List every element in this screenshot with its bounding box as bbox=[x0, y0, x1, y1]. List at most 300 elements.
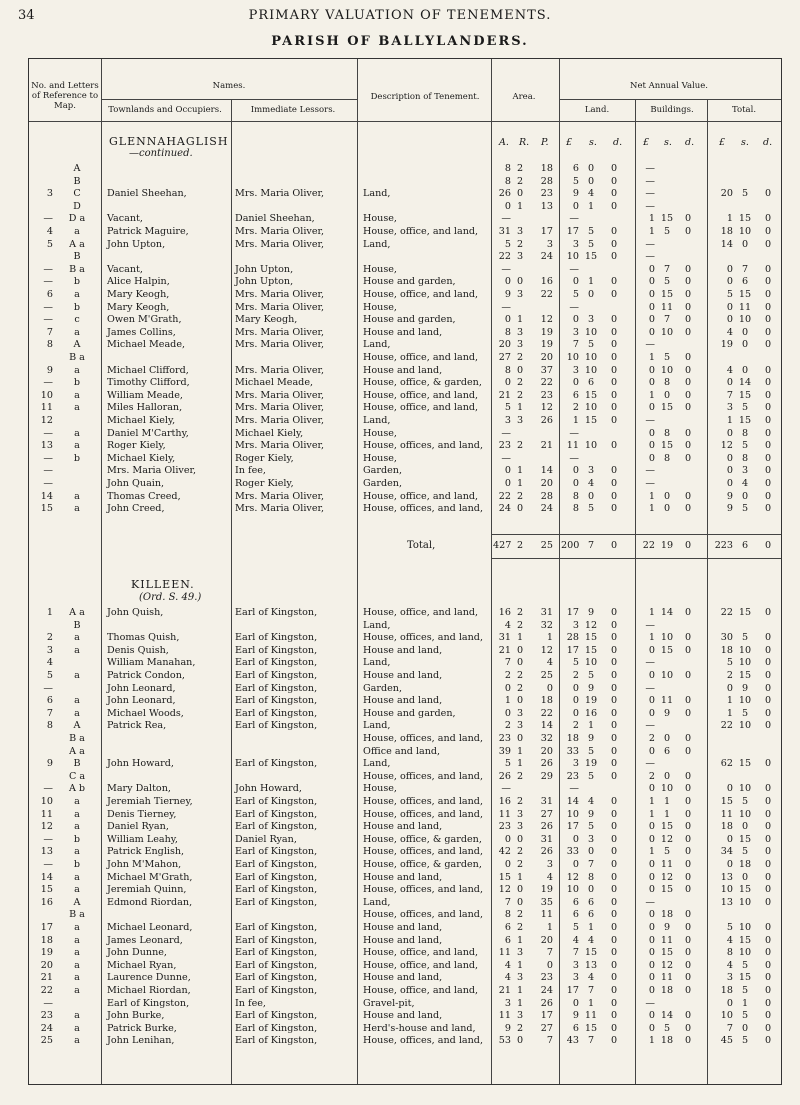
cell: 0 bbox=[684, 808, 692, 820]
cell: 0 bbox=[726, 783, 733, 795]
cell: 0 bbox=[572, 276, 579, 288]
cell: 0 bbox=[764, 364, 772, 376]
cell: B bbox=[73, 758, 81, 770]
cell: 6 bbox=[572, 163, 579, 174]
cell: House, offices, and land, bbox=[363, 884, 484, 896]
table-row bbox=[29, 503, 781, 516]
cell: 12 bbox=[540, 644, 553, 656]
cell: 8 bbox=[587, 871, 595, 883]
cell: 19 bbox=[540, 884, 553, 896]
cell: Mrs. Maria Oliver, bbox=[235, 339, 325, 351]
cell: 0 bbox=[572, 707, 579, 719]
unit-bld-pence: d. bbox=[685, 137, 695, 148]
cell: 0 bbox=[610, 238, 618, 250]
cell: 5 bbox=[572, 922, 579, 933]
cell: — bbox=[645, 238, 655, 250]
cell: 0 bbox=[504, 682, 511, 694]
cell: 0 bbox=[684, 733, 692, 744]
cell: 0 bbox=[546, 959, 553, 971]
cell: b bbox=[73, 452, 81, 464]
cell: 10 bbox=[660, 632, 674, 644]
cell: 5 bbox=[663, 226, 671, 237]
cell: 5 bbox=[741, 402, 749, 414]
cell: 1 bbox=[648, 1035, 655, 1047]
cell: 7 bbox=[546, 947, 553, 959]
cell: 0 bbox=[764, 402, 772, 414]
cell: Land, bbox=[363, 188, 391, 200]
cell: 19 bbox=[584, 695, 598, 707]
table-row bbox=[29, 783, 781, 796]
cell: 15 bbox=[660, 213, 674, 225]
cell: 0 bbox=[572, 859, 579, 870]
cell: 0 bbox=[610, 745, 618, 757]
cell: 0 bbox=[610, 909, 618, 921]
cell: 0 bbox=[610, 657, 618, 669]
cell: 0 bbox=[572, 695, 579, 707]
cell: 18 bbox=[40, 934, 53, 946]
cell: — bbox=[569, 452, 579, 464]
total-cell: 19 bbox=[660, 540, 674, 551]
cell: 5 bbox=[572, 289, 579, 300]
cell: a bbox=[74, 670, 80, 681]
cell: 5 bbox=[663, 846, 671, 858]
cell: Gravel-pit, bbox=[363, 997, 415, 1009]
cell: 11 bbox=[40, 808, 53, 820]
cell: 0 bbox=[764, 720, 772, 732]
cell: 0 bbox=[648, 972, 655, 984]
cell: 22 bbox=[540, 707, 553, 719]
parish-title: PARISH OF BALLYLANDERS. bbox=[271, 34, 529, 49]
cell: — bbox=[43, 682, 53, 694]
page-number: 34 bbox=[18, 8, 35, 23]
cell: 0 bbox=[684, 745, 692, 757]
cell: 28 bbox=[566, 632, 579, 644]
cell: 0 bbox=[684, 427, 692, 439]
table-row bbox=[29, 465, 781, 478]
cell: 0 bbox=[648, 922, 655, 933]
cell: 15 bbox=[738, 213, 752, 225]
table-row bbox=[29, 1035, 781, 1048]
cell: 0 bbox=[726, 478, 733, 489]
cell: 5 bbox=[504, 402, 511, 414]
cell: 0 bbox=[764, 871, 772, 883]
cell: 0 bbox=[684, 1010, 692, 1022]
cell: 15 bbox=[738, 289, 752, 300]
unit-roods: R. bbox=[519, 137, 530, 148]
cell: 15 bbox=[584, 1022, 598, 1034]
cell: 0 bbox=[684, 301, 692, 313]
cell: Earl of Kingston, bbox=[235, 896, 318, 908]
cell: Mary Dalton, bbox=[107, 783, 171, 795]
cell: 9 bbox=[46, 758, 53, 770]
section-title-glennahaglish: GLENNAHAGLISH bbox=[109, 135, 229, 148]
cell: 0 bbox=[684, 452, 692, 464]
cell: 11 bbox=[660, 695, 674, 707]
cell: 0 bbox=[684, 644, 692, 656]
total-cell: 2 bbox=[516, 540, 524, 551]
cell: 0 bbox=[610, 364, 618, 376]
cell: 25 bbox=[540, 670, 553, 681]
cell: 0 bbox=[648, 263, 655, 275]
table-row bbox=[29, 859, 781, 872]
cell: 0 bbox=[610, 503, 618, 515]
cell: John M'Mahon, bbox=[107, 859, 182, 870]
cell: 23 bbox=[540, 389, 553, 401]
cell: a bbox=[74, 632, 80, 644]
table-row bbox=[29, 226, 781, 239]
cell: 0 bbox=[610, 377, 618, 389]
cell: 5 bbox=[741, 707, 749, 719]
table-row bbox=[29, 264, 781, 277]
cell: 21 bbox=[40, 972, 53, 984]
cell: 3 bbox=[587, 833, 595, 845]
cell: 1 bbox=[516, 478, 524, 489]
cell: 18 bbox=[540, 695, 553, 707]
cell: 7 bbox=[726, 389, 733, 401]
cell: 3 bbox=[516, 339, 524, 351]
cell: 19 bbox=[540, 339, 553, 351]
cell: B a bbox=[69, 352, 85, 363]
cell: 0 bbox=[684, 607, 692, 618]
cell: 0 bbox=[572, 833, 579, 845]
cell: 4 bbox=[726, 934, 733, 946]
table-row bbox=[29, 998, 781, 1011]
cell: 5 bbox=[741, 985, 749, 996]
cell: 6 bbox=[504, 922, 511, 933]
cell: House, office, and land, bbox=[363, 607, 479, 618]
cell: b bbox=[73, 833, 81, 845]
cell: 2 bbox=[516, 846, 524, 858]
cell: 11 bbox=[498, 947, 511, 959]
cell: 3 bbox=[572, 364, 579, 376]
cell: Earl of Kingston, bbox=[235, 607, 318, 618]
cell: 9 bbox=[663, 922, 671, 933]
cell: 22 bbox=[720, 720, 733, 732]
cell: — bbox=[43, 997, 53, 1009]
cell: 12 bbox=[584, 619, 598, 631]
cell: 10 bbox=[720, 884, 733, 896]
cell: 1 bbox=[504, 695, 511, 707]
cell: 1 bbox=[648, 808, 655, 820]
cell: Earl of Kingston, bbox=[235, 985, 318, 996]
cell: — bbox=[645, 163, 655, 174]
cell: 5 bbox=[46, 670, 53, 681]
cell: — bbox=[645, 682, 655, 694]
cell: 15 bbox=[660, 884, 674, 896]
cell: 1 bbox=[546, 922, 553, 933]
cell: 13 bbox=[720, 896, 733, 908]
cell: 0 bbox=[684, 326, 692, 338]
cell: Earl of Kingston, bbox=[235, 859, 318, 870]
cell: a bbox=[74, 364, 80, 376]
cell: 3 bbox=[572, 972, 579, 984]
cell: 43 bbox=[566, 1035, 579, 1047]
cell: 1 bbox=[741, 997, 749, 1009]
cell: 3 bbox=[516, 415, 524, 426]
cell: 29 bbox=[540, 770, 553, 782]
cell: Miles Halloran, bbox=[107, 402, 183, 414]
cell: Mrs. Maria Oliver, bbox=[235, 415, 325, 426]
cell: — bbox=[569, 783, 579, 795]
col-description-header: Description of Tenement. bbox=[370, 92, 480, 102]
cell: 0 bbox=[684, 402, 692, 414]
cell: 27 bbox=[498, 352, 511, 363]
cell: a bbox=[74, 846, 80, 858]
cell: 0 bbox=[764, 377, 772, 389]
cell: 12 bbox=[720, 440, 733, 452]
cell: 7 bbox=[504, 896, 511, 908]
cell: C a bbox=[68, 770, 86, 782]
cell: 19 bbox=[720, 339, 733, 351]
cell: 0 bbox=[764, 503, 772, 515]
section-subtitle-glennahaglish: —continued. bbox=[129, 148, 193, 159]
cell: 15 bbox=[660, 402, 674, 414]
cell: B bbox=[73, 251, 81, 263]
cell: In fee, bbox=[235, 465, 266, 477]
cell: 16 bbox=[40, 896, 53, 908]
cell: 3 bbox=[741, 465, 749, 477]
cell: A bbox=[73, 163, 81, 174]
cell: 7 bbox=[504, 657, 511, 669]
table-row bbox=[29, 390, 781, 403]
cell: 0 bbox=[684, 707, 692, 719]
cell: 3 bbox=[516, 720, 524, 732]
cell: — bbox=[43, 465, 53, 477]
cell: 0 bbox=[648, 1010, 655, 1022]
cell: 7 bbox=[741, 263, 749, 275]
cell: 0 bbox=[764, 758, 772, 770]
cell: 6 bbox=[587, 377, 595, 389]
cell: 10 bbox=[738, 808, 752, 820]
cell: 0 bbox=[764, 465, 772, 477]
cell: 0 bbox=[684, 632, 692, 644]
cell: 1 bbox=[726, 695, 733, 707]
cell: 17 bbox=[566, 607, 579, 618]
cell: 11 bbox=[660, 934, 674, 946]
cell: 0 bbox=[684, 796, 692, 807]
cell: House and garden, bbox=[363, 707, 456, 719]
table-row bbox=[29, 314, 781, 327]
cell: 1 bbox=[648, 490, 655, 502]
cell: House and land, bbox=[363, 821, 443, 833]
cell: 7 bbox=[46, 707, 53, 719]
table-row bbox=[29, 796, 781, 809]
cell: 5 bbox=[663, 352, 671, 363]
cell: House, office, and land, bbox=[363, 352, 479, 363]
cell: Patrick Maguire, bbox=[107, 226, 189, 237]
table-row bbox=[29, 377, 781, 390]
cell: 0 bbox=[610, 188, 618, 200]
cell: 8 bbox=[504, 326, 511, 338]
total-label: Total, bbox=[407, 540, 436, 551]
cell: 2 bbox=[516, 922, 524, 933]
cell: Earl of Kingston, bbox=[235, 682, 318, 694]
cell: 7 bbox=[572, 947, 579, 959]
cell: 21 bbox=[540, 440, 553, 452]
cell: 0 bbox=[726, 301, 733, 313]
cell: 5 bbox=[741, 1035, 749, 1047]
cell: Vacant, bbox=[107, 213, 143, 225]
cell: 0 bbox=[610, 402, 618, 414]
cell: — bbox=[645, 188, 655, 200]
cell: 0 bbox=[684, 922, 692, 933]
cell: 10 bbox=[738, 314, 752, 326]
cell: 9 bbox=[46, 364, 53, 376]
table-row bbox=[29, 176, 781, 189]
cell: 17 bbox=[540, 226, 553, 237]
cell: 0 bbox=[610, 808, 618, 820]
cell: William Manahan, bbox=[107, 657, 196, 669]
cell: 1 bbox=[648, 213, 655, 225]
cell: 0 bbox=[648, 947, 655, 959]
cell: 8 bbox=[504, 175, 511, 187]
cell: House, offices, and land, bbox=[363, 909, 484, 921]
cell: 8 bbox=[741, 452, 749, 464]
cell: 31 bbox=[498, 226, 511, 237]
cell: 4 bbox=[587, 972, 595, 984]
cell: A a bbox=[69, 607, 85, 618]
cell: 13 bbox=[720, 871, 733, 883]
cell: House, office, and land, bbox=[363, 985, 479, 996]
cell: 0 bbox=[764, 289, 772, 300]
cell: — bbox=[645, 758, 655, 770]
total-cell: 427 bbox=[493, 540, 512, 551]
col-total-header: Total. bbox=[731, 105, 757, 115]
cell: a bbox=[74, 644, 80, 656]
cell: 3 bbox=[504, 415, 511, 426]
cell: 5 bbox=[504, 238, 511, 250]
cell: House, office, & garden, bbox=[363, 377, 482, 389]
cell: 6 bbox=[572, 1022, 579, 1034]
unit-land-pence: d. bbox=[613, 137, 623, 148]
cell: 19 bbox=[584, 758, 598, 770]
cell: a bbox=[74, 389, 80, 401]
table-row bbox=[29, 607, 781, 620]
cell: 0 bbox=[726, 276, 733, 288]
cell: 2 bbox=[516, 796, 524, 807]
cell: 17 bbox=[566, 985, 579, 996]
cell: 3 bbox=[46, 188, 53, 200]
cell: 0 bbox=[764, 389, 772, 401]
cell: 0 bbox=[610, 200, 618, 212]
table-row bbox=[29, 897, 781, 910]
cell: 0 bbox=[726, 997, 733, 1009]
cell: 1 bbox=[516, 997, 524, 1009]
cell: 0 bbox=[764, 783, 772, 795]
cell: House and garden, bbox=[363, 314, 456, 326]
cell: 24 bbox=[540, 251, 553, 263]
cell: Laurence Dunne, bbox=[107, 972, 191, 984]
cell: 0 bbox=[648, 884, 655, 896]
cell: B bbox=[73, 175, 81, 187]
cell: 5 bbox=[587, 226, 595, 237]
cell: 0 bbox=[648, 695, 655, 707]
cell: 1 bbox=[516, 959, 524, 971]
cell: House and land, bbox=[363, 364, 443, 376]
cell: 15 bbox=[738, 389, 752, 401]
cell: 0 bbox=[764, 670, 772, 681]
cell: 0 bbox=[504, 859, 511, 870]
cell: 14 bbox=[660, 607, 674, 618]
cell: 15 bbox=[738, 884, 752, 896]
cell: 33 bbox=[566, 846, 579, 858]
cell: 6 bbox=[504, 934, 511, 946]
cell: 20 bbox=[540, 934, 553, 946]
cell: 0 bbox=[684, 314, 692, 326]
cell: Earl of Kingston, bbox=[235, 632, 318, 644]
cell: 0 bbox=[610, 326, 618, 338]
cell: 11 bbox=[498, 1010, 511, 1022]
cell: 42 bbox=[498, 846, 511, 858]
cell: 3 bbox=[587, 314, 595, 326]
cell: 2 bbox=[516, 377, 524, 389]
cell: a bbox=[74, 707, 80, 719]
table-row bbox=[29, 771, 781, 784]
cell: 7 bbox=[572, 339, 579, 351]
cell: 0 bbox=[610, 796, 618, 807]
cell: 0 bbox=[684, 352, 692, 363]
cell: 0 bbox=[610, 821, 618, 833]
table-row bbox=[29, 972, 781, 985]
cell: 0 bbox=[764, 972, 772, 984]
cell: Land, bbox=[363, 415, 391, 426]
cell: 0 bbox=[648, 364, 655, 376]
cell: — bbox=[501, 452, 511, 464]
cell: 0 bbox=[726, 833, 733, 845]
cell: Mrs. Maria Oliver, bbox=[235, 188, 325, 200]
cell: b bbox=[73, 276, 81, 288]
cell: 20 bbox=[720, 188, 733, 200]
cell: 0 bbox=[648, 670, 655, 681]
cell: b bbox=[73, 859, 81, 870]
cell: 0 bbox=[610, 859, 618, 870]
cell: 32 bbox=[540, 733, 553, 744]
cell: House and land, bbox=[363, 670, 443, 681]
cell: 10 bbox=[566, 884, 579, 896]
cell: B a bbox=[69, 909, 85, 921]
cell: 15 bbox=[738, 833, 752, 845]
cell: — bbox=[43, 833, 53, 845]
cell: Roger Kiely, bbox=[235, 452, 294, 464]
cell: Earl of Kingston, bbox=[235, 707, 318, 719]
cell: 2 bbox=[516, 238, 524, 250]
cell: 9 bbox=[504, 289, 511, 300]
cell: A a bbox=[69, 745, 85, 757]
cell: 0 bbox=[741, 326, 749, 338]
cell: 8 bbox=[504, 163, 511, 174]
cell: Garden, bbox=[363, 478, 403, 489]
cell: 0 bbox=[764, 796, 772, 807]
total-cell: 6 bbox=[741, 540, 749, 551]
cell: 5 bbox=[587, 503, 595, 515]
cell: 18 bbox=[566, 733, 579, 744]
cell: 4 bbox=[572, 934, 579, 946]
cell: Patrick Burke, bbox=[107, 1022, 177, 1034]
cell: 5 bbox=[46, 238, 53, 250]
cell: 0 bbox=[741, 871, 749, 883]
cell: 11 bbox=[660, 859, 674, 870]
cell: 5 bbox=[726, 922, 733, 933]
cell: Mrs. Maria Oliver, bbox=[235, 238, 325, 250]
cell: 0 bbox=[610, 947, 618, 959]
cell: 22 bbox=[540, 377, 553, 389]
cell: House, offices, and land, bbox=[363, 770, 484, 782]
table-row bbox=[29, 339, 781, 352]
cell: 20 bbox=[540, 352, 553, 363]
cell: 0 bbox=[610, 871, 618, 883]
cell: Mrs. Maria Oliver, bbox=[235, 289, 325, 300]
cell: 14 bbox=[738, 377, 752, 389]
